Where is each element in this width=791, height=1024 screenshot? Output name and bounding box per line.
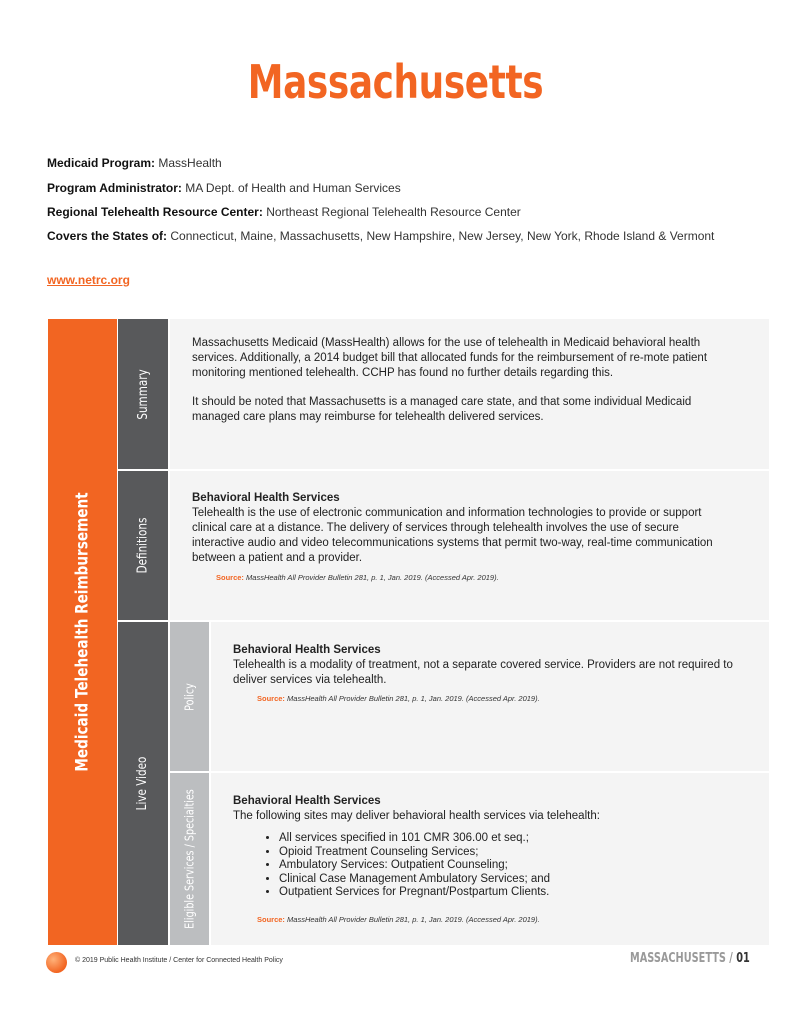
- eligible-source: [257, 915, 540, 924]
- footer-copyright: © 2019 Public Health Institute / Center for Connected Health Policy: [75, 957, 283, 964]
- list-item: • Clinical Case Management Ambulatory Services; and: [279, 873, 743, 887]
- medicaid-program-value: MassHealth: [158, 156, 222, 170]
- administrator-value: MA Dept. of Health and Human Services: [185, 181, 401, 195]
- resource-center-label: Regional Telehealth Resource Center:: [47, 205, 263, 219]
- eligible-heading: Behavioral Health Services: [233, 795, 381, 807]
- covers-line: [47, 228, 727, 244]
- policy-tab: [170, 622, 209, 771]
- policy-source: [257, 694, 540, 703]
- list-item: • Outpatient Services for Pregnant/Postpartum Clients.: [279, 886, 743, 900]
- list-item: • Opioid Treatment Counseling Services;: [279, 846, 743, 860]
- definitions-tab-label: Definitions: [135, 517, 151, 574]
- medicaid-program-line: [47, 155, 747, 171]
- eligible-intro: The following sites may deliver behavioral health services via telehealth:: [233, 810, 600, 822]
- definitions-text: [192, 491, 722, 566]
- policy-text: [233, 643, 733, 688]
- eligible-tab-label: Eligible Services / Specialties: [182, 789, 197, 929]
- policy-heading: Behavioral Health Services: [233, 644, 381, 656]
- policy-tab-label: Policy: [182, 682, 197, 711]
- footer-page-label: [630, 951, 750, 966]
- eligible-tab: [170, 773, 209, 945]
- administrator-line: [47, 180, 747, 196]
- footer-state: MASSACHUSETTS: [630, 951, 726, 966]
- summary-paragraph-1: Massachusetts Medicaid (MassHealth) allows for the use of telehealth in Medicaid behavioral health services. Additionally, a 2014 budget bill that allocated funds for the reimbursement of re-mote patient monitoring mentioned telehealth. CCHP has found no further details regarding this.: [192, 337, 708, 379]
- footer-separator: /: [725, 951, 737, 966]
- globe-logo-icon: [46, 952, 67, 973]
- policy-body: Telehealth is a modality of treatment, not a separate covered service. Providers are not required to deliver services via telehealth.: [233, 659, 733, 686]
- main-category-bar: [48, 319, 117, 945]
- resource-center-value: Northeast Regional Telehealth Resource Center: [266, 205, 521, 219]
- summary-text: [192, 336, 722, 439]
- summary-tab: [118, 319, 168, 469]
- definitions-source-text: MassHealth All Provider Bulletin 281, p. 1, Jan. 2019. (Accessed Apr. 2019).: [246, 573, 499, 582]
- resource-center-line: [47, 204, 747, 220]
- definitions-source: [216, 573, 499, 582]
- eligible-source-label: Source:: [257, 915, 285, 924]
- page-title: Massachusetts: [247, 55, 544, 109]
- definitions-heading: Behavioral Health Services: [192, 492, 340, 504]
- list-item: • All services specified in 101 CMR 306.00 et seq.;: [279, 832, 743, 846]
- live-video-tab-label: Live Video: [135, 756, 151, 811]
- summary-paragraph-2: It should be noted that Massachusetts is a managed care state, and that some individual Medicaid managed care plans may reimburse for telehealth delivered services.: [192, 396, 692, 423]
- list-item: • Ambulatory Services: Outpatient Counseling;: [279, 859, 743, 873]
- live-video-tab: [118, 622, 168, 945]
- definitions-body: Telehealth is the use of electronic communication and information technologies to provide or support clinical care at a distance. The delivery of services through telehealth involves the use of secure interactive audio and video telecommunications systems that permit two-way, real-time communication between a patient and a provider.: [192, 507, 713, 564]
- eligible-text: [233, 794, 743, 908]
- covers-label: Covers the States of:: [47, 229, 168, 243]
- medicaid-program-label: Medicaid Program:: [47, 156, 156, 170]
- website-link[interactable]: www.netrc.org: [47, 273, 130, 287]
- definitions-source-label: Source:: [216, 573, 244, 582]
- definitions-tab: [118, 471, 168, 620]
- policy-source-text: MassHealth All Provider Bulletin 281, p. 1, Jan. 2019. (Accessed Apr. 2019).: [287, 694, 540, 703]
- covers-value: Connecticut, Maine, Massachusetts, New Hampshire, New Jersey, New York, Rhode Island & Vermont: [170, 229, 715, 243]
- summary-tab-label: Summary: [135, 368, 151, 420]
- policy-source-label: Source:: [257, 694, 285, 703]
- footer-page-number: 01: [736, 951, 750, 966]
- eligible-list: [233, 832, 743, 900]
- administrator-label: Program Administrator:: [47, 181, 182, 195]
- main-category-label: Medicaid Telehealth Reimbursement: [72, 492, 93, 772]
- eligible-source-text: MassHealth All Provider Bulletin 281, p. 1, Jan. 2019. (Accessed Apr. 2019).: [287, 915, 540, 924]
